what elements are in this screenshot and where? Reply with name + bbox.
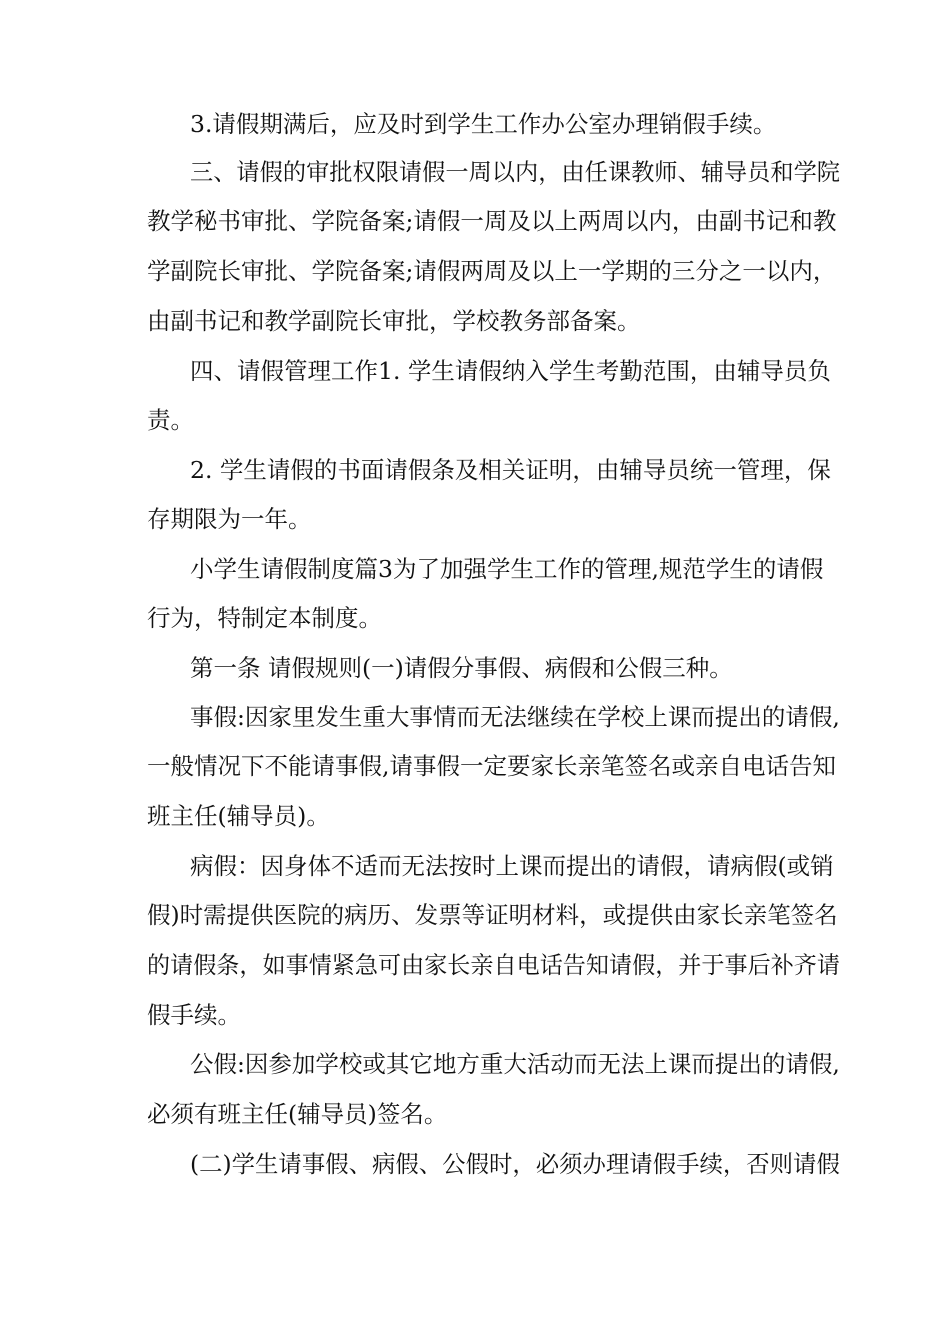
text-line: 责。 <box>147 406 194 434</box>
text-line: 一般情况下不能请事假,请事假一定要家长亲笔签名或亲自电话告知 <box>147 752 836 780</box>
text-line: 2. 学生请假的书面请假条及相关证明，由辅导员统一管理，保 <box>190 456 831 484</box>
text-line: 的请假条，如事情紧急可由家长亲自电话告知请假，并于事后补齐请 <box>147 951 840 979</box>
text-line: 假手续。 <box>147 1001 241 1029</box>
text-line: 学副院长审批、学院备案;请假两周及以上一学期的三分之一以内， <box>147 257 837 285</box>
text-line: 病假：因身体不适而无法按时上课而提出的请假，请病假(或销 <box>190 852 834 880</box>
text-line: 四、请假管理工作1. 学生请假纳入学生考勤范围，由辅导员负 <box>190 357 831 385</box>
text-line: 教学秘书审批、学院备案;请假一周及以上两周以内，由副书记和教 <box>147 207 837 235</box>
text-line: 3.请假期满后，应及时到学生工作办公室办理销假手续。 <box>190 110 777 138</box>
text-line: 假)时需提供医院的病历、发票等证明材料，或提供由家长亲笔签名 <box>147 901 838 929</box>
text-line: (二)学生请事假、病假、公假时，必须办理请假手续，否则请假 <box>190 1150 840 1178</box>
text-line: 由副书记和教学副院长审批，学校教务部备案。 <box>147 307 641 335</box>
text-line: 三、请假的审批权限请假一周以内，由任课教师、辅导员和学院 <box>190 158 840 186</box>
text-line: 事假:因家里发生重大事情而无法继续在学校上课而提出的请假, <box>190 703 840 731</box>
text-line: 公假:因参加学校或其它地方重大活动而无法上课而提出的请假, <box>190 1050 840 1078</box>
text-line: 必须有班主任(辅导员)签名。 <box>147 1100 448 1128</box>
text-line: 班主任(辅导员)。 <box>147 802 330 830</box>
text-line: 行为，特制定本制度。 <box>147 604 382 632</box>
text-line: 第一条 请假规则(一)请假分事假、病假和公假三种。 <box>190 654 733 682</box>
text-line: 存期限为一年。 <box>147 505 312 533</box>
text-line: 小学生请假制度篇3为了加强学生工作的管理,规范学生的请假 <box>190 555 824 583</box>
